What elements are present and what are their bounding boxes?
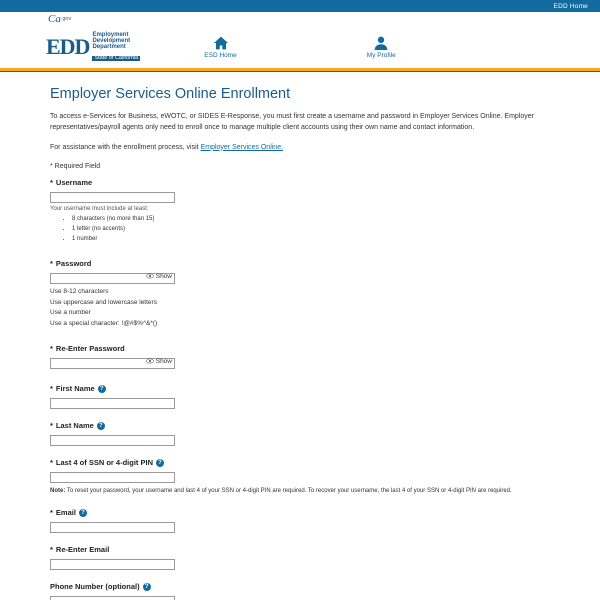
- required-star-reenter-password: *: [50, 344, 53, 354]
- required-star-first-name: *: [50, 384, 53, 394]
- cagov-strip: [0, 12, 600, 26]
- username-rule: • 8 characters (no more than 15): [72, 214, 550, 224]
- reenter-password-show-toggle[interactable]: [146, 356, 172, 367]
- username-rules-list: [50, 214, 550, 245]
- label-text-ssn-pin: Last 4 of SSN or 4-digit PIN: [55, 458, 154, 468]
- ssn-pin-note-text: To reset your password, your username and last 4 of your SSN or 4-digit PIN are required. To recover your username, the last 4 of your SSN or 4-digit PIN are required.: [65, 488, 512, 495]
- edd-home-link[interactable]: EDD Home: [553, 2, 588, 10]
- last-name-input[interactable]: [50, 435, 175, 446]
- input-row-phone: [50, 594, 175, 600]
- password-rule: Use a special character: !@#$%^&*(): [50, 319, 158, 327]
- edd-logo[interactable]: [46, 32, 140, 62]
- label-first-name: [50, 384, 550, 393]
- label-ssn-pin: [50, 458, 550, 467]
- home-icon: [213, 36, 229, 50]
- label-text-reenter-password: Re-Enter Password: [55, 344, 125, 354]
- required-star-password: *: [50, 259, 53, 269]
- label-reenter-email: [50, 545, 550, 554]
- field-email: [50, 508, 550, 533]
- help-icon-email[interactable]: ?: [79, 509, 87, 517]
- phone-input[interactable]: [50, 596, 175, 600]
- username-input[interactable]: [50, 192, 175, 203]
- input-row-ssn-pin: [50, 470, 175, 483]
- input-row-last-name: [50, 433, 175, 446]
- input-row-username: [50, 190, 175, 203]
- brand-line-4: State of California: [94, 54, 139, 61]
- field-password: [50, 259, 550, 329]
- label-username: [50, 178, 550, 187]
- reenter-email-input[interactable]: [50, 559, 175, 570]
- brand-line-2: Development: [92, 38, 131, 45]
- username-rule: • 1 letter (no accents): [72, 224, 550, 234]
- nav-item-esd-home[interactable]: [204, 36, 237, 59]
- label-text-username: Username: [55, 177, 93, 187]
- brand-line-3: Department: [92, 44, 126, 51]
- assistance-paragraph: [50, 143, 550, 154]
- field-first-name: [50, 384, 550, 409]
- label-text-email: Email: [55, 508, 76, 518]
- password-rule: Use a number: [50, 309, 91, 317]
- nav-item-my-profile[interactable]: [367, 36, 396, 59]
- field-phone: [50, 582, 550, 600]
- main-content: [0, 72, 600, 600]
- nav-label-my-profile: My Profile: [366, 51, 396, 59]
- eye-icon: [146, 358, 154, 366]
- field-reenter-email: [50, 545, 550, 570]
- nav-label-esd-home: ESD Home: [204, 51, 237, 59]
- ssn-pin-note: [50, 487, 520, 496]
- input-row-reenter-password: [50, 356, 175, 369]
- field-last-name: [50, 421, 550, 446]
- field-ssn-pin: [50, 458, 550, 496]
- help-icon-first-name[interactable]: ?: [98, 385, 106, 393]
- cagov-logo[interactable]: Ca.gov: [48, 12, 72, 25]
- required-star-last-name: *: [50, 421, 53, 431]
- assistance-text: For assistance with the enrollment process, visit: [50, 143, 201, 151]
- required-field-note: * Required Field: [50, 162, 101, 170]
- label-password: [50, 259, 550, 268]
- field-reenter-password: [50, 344, 550, 369]
- label-email: [50, 508, 550, 517]
- ssn-pin-note-label: Note:: [50, 488, 66, 495]
- first-name-input[interactable]: [50, 398, 175, 409]
- help-icon-ssn-pin[interactable]: ?: [156, 459, 164, 467]
- employer-services-online-link[interactable]: Employer Services Online.: [200, 143, 284, 151]
- person-icon: [373, 36, 389, 50]
- label-text-phone: Phone Number (optional): [50, 582, 140, 592]
- page-title: Employer Services Online Enrollment: [50, 86, 291, 102]
- label-text-last-name: Last Name: [55, 421, 94, 431]
- utility-bar: [0, 0, 600, 12]
- required-star-reenter-email: *: [50, 545, 53, 555]
- brand-line-1: Employment: [92, 31, 129, 38]
- username-hint: Your username must include at least:: [50, 205, 149, 212]
- field-username: [50, 178, 550, 245]
- input-row-first-name: [50, 396, 175, 409]
- ssn-pin-input[interactable]: [50, 472, 175, 483]
- password-show-label: Show: [155, 273, 172, 281]
- password-show-toggle[interactable]: [146, 271, 172, 282]
- help-icon-last-name[interactable]: ?: [97, 422, 105, 430]
- input-row-password: [50, 271, 175, 284]
- intro-paragraph: To access e-Services for Business, eWOTC, or SIDES E-Response, you must first create a username and password in Employer Services Online. Employer representatives/payroll agents only need to enroll once to manage multiple client accounts using their own name and contact information.: [50, 113, 534, 131]
- password-rule: Use 8-12 characters: [50, 288, 109, 296]
- password-rules: [50, 287, 550, 329]
- label-text-first-name: First Name: [55, 384, 95, 394]
- password-rule: Use uppercase and lowercase letters: [50, 298, 157, 306]
- site-header: [0, 26, 600, 68]
- edd-logo-mark: EDD: [46, 34, 90, 59]
- username-rule: • 1 number: [72, 234, 550, 244]
- reenter-password-show-label: Show: [155, 358, 172, 366]
- required-star-ssn-pin: *: [50, 458, 53, 468]
- edd-logo-words: [92, 32, 140, 62]
- label-reenter-password: [50, 344, 550, 353]
- input-row-reenter-email: [50, 557, 175, 570]
- eye-icon: [146, 273, 154, 281]
- label-last-name: [50, 421, 550, 430]
- label-text-reenter-email: Re-Enter Email: [55, 545, 110, 555]
- required-star-email: *: [50, 508, 53, 518]
- help-icon-phone[interactable]: ?: [143, 583, 151, 591]
- label-text-password: Password: [55, 259, 92, 269]
- email-input[interactable]: [50, 522, 175, 533]
- input-row-email: [50, 520, 175, 533]
- label-phone: [50, 582, 550, 591]
- required-star-username: *: [50, 177, 53, 187]
